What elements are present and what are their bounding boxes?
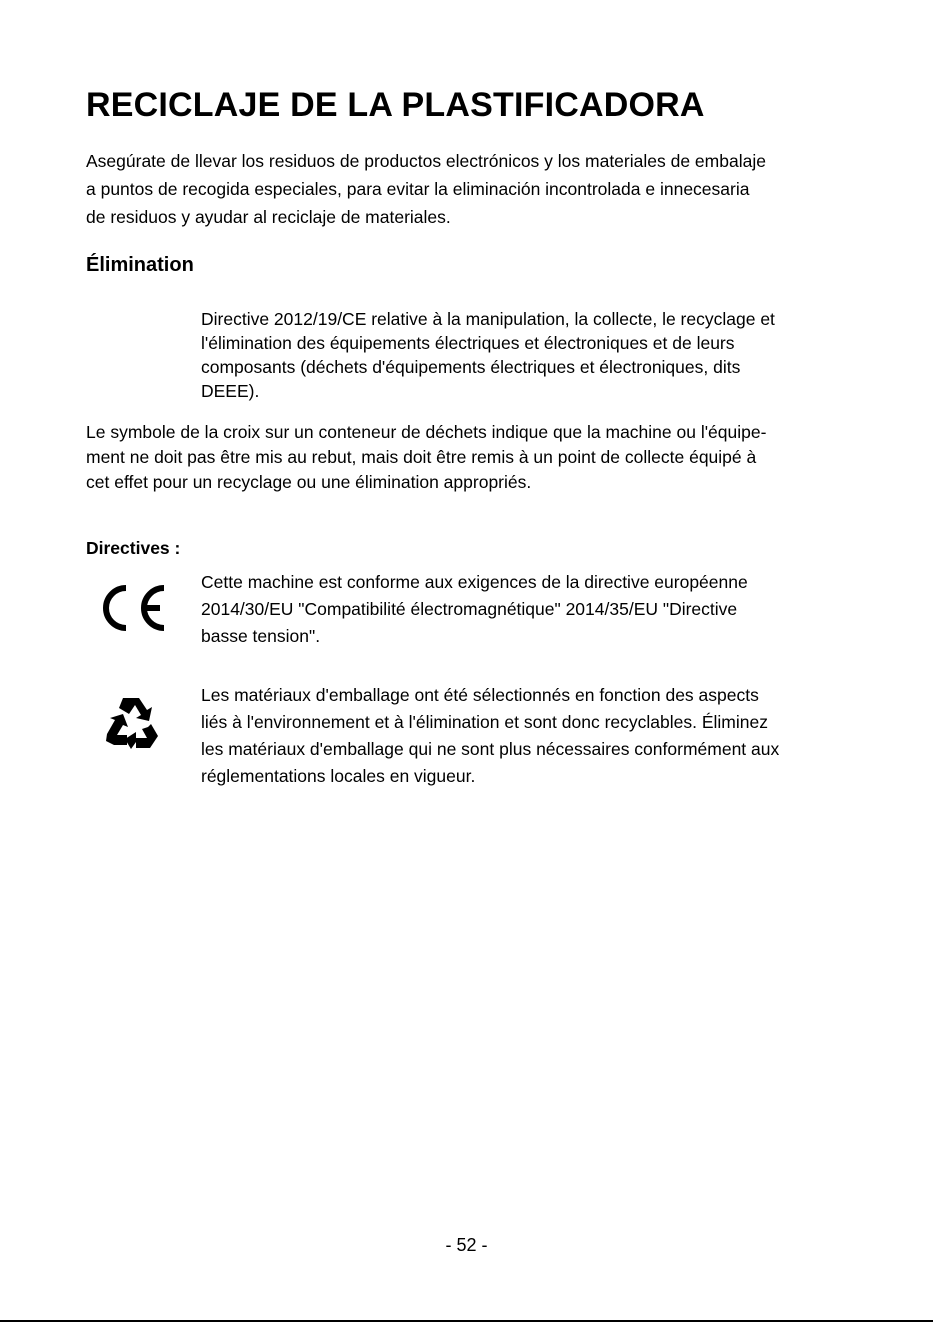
- elimination-heading: Élimination: [86, 254, 194, 276]
- intro-paragraph: Asegúrate de llevar los residuos de productos electrónicos y los materiales de embalaje a puntos de recogida especiales, para evitar la eliminación incontrolada e innecesaria de residuos y ayudar al reciclaje de materiales.: [86, 151, 766, 227]
- recycle-graphic: [103, 694, 161, 752]
- bottom-border-line: [0, 1320, 933, 1322]
- packaging-recycling-paragraph: Les matériaux d'emballage ont été sélectionnés en fonction des aspects liés à l'environnement et à l'élimination et sont donc recyclables. Éliminez les matériaux d'emballage qui ne sont plus nécessaires conformément aux réglementations locales en vigueur.: [201, 685, 780, 786]
- ce-mark-icon: [96, 583, 168, 633]
- page-title: RECICLAJE DE LA PLASTIFICADORA: [86, 86, 705, 124]
- ce-directive-paragraph: Cette machine est conforme aux exigences de la directive européenne 2014/30/EU "Compatibilité électromagnétique" 2014/35/EU "Directive basse tension".: [201, 572, 748, 646]
- directives-heading: Directives :: [86, 538, 181, 558]
- recycle-icon: [103, 694, 161, 752]
- page-number: - 52 -: [445, 1235, 488, 1255]
- crossed-bin-paragraph: Le symbole de la croix sur un conteneur de déchets indique que la machine ou l'équipe- ment ne doit pas être mis au rebut, mais doit être remis à un point de collecte équipé à cet effet pour un recyclage ou une élimination appropriés.: [86, 422, 767, 492]
- ce-mark-graphic: [96, 583, 168, 633]
- weee-directive-paragraph: Directive 2012/19/CE relative à la manipulation, la collecte, le recyclage et l'élimination des équipements électriques et électroniques et de leurs composants (déchets d'équipements électriques et électroniques, dits DEEE).: [201, 309, 775, 401]
